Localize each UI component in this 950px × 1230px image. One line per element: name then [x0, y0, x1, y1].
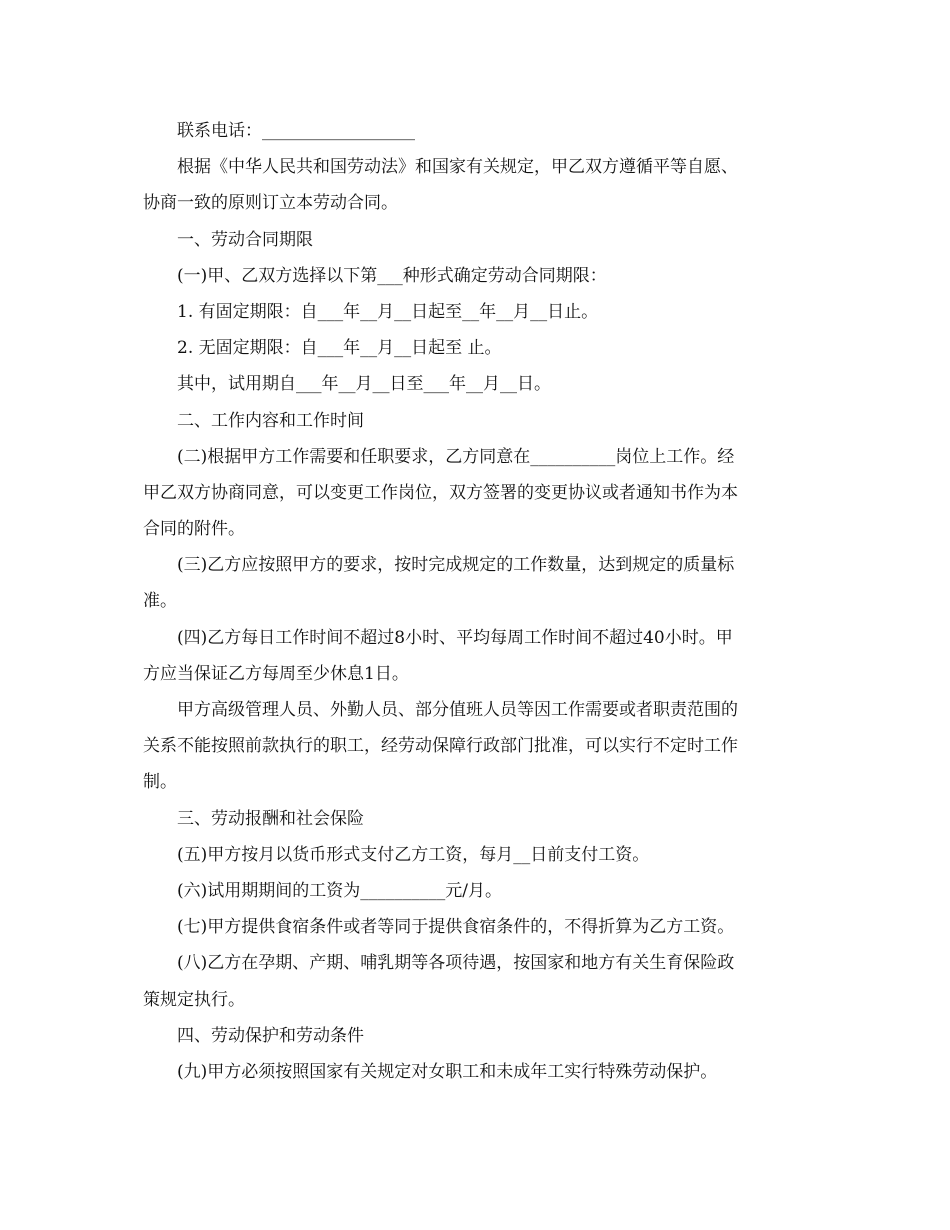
section-heading-4: 四、劳动保护和劳动条件: [177, 1025, 364, 1046]
clause-3-cont: 准。: [143, 591, 177, 612]
clause-4-cont: 方应当保证乙方每周至少休息1日。: [143, 663, 409, 684]
clause-7: (七)甲方提供食宿条件或者等同于提供食宿条件的，不得折算为乙方工资。: [177, 917, 735, 938]
clause-2: (二)根据甲方工作需要和任职要求，乙方同意在__________岗位上工作。经: [177, 446, 735, 467]
clause-8-cont: 策规定执行。: [143, 989, 245, 1010]
paragraph-line: 根据《中华人民共和国劳动法》和国家有关规定，甲乙双方遵循平等自愿、: [177, 157, 738, 178]
contract-body: [143, 113, 803, 1090]
probation-line: 其中，试用期自___年__月__日至___年__月__日。: [177, 374, 551, 395]
clause-8: (八)乙方在孕期、产期、哺乳期等各项待遇，按国家和地方有关生育保险政: [177, 953, 735, 974]
clause-1-option-1: 1. 有固定期限：自___年__月__日起至__年__月__日止。: [177, 301, 599, 322]
clause-2-cont: 合同的附件。: [143, 519, 245, 540]
paragraph-line: 制。: [143, 772, 177, 793]
clause-1: (一)甲、乙双方选择以下第___种形式确定劳动合同期限：: [177, 265, 607, 286]
section-heading-1: 一、劳动合同期限: [177, 229, 313, 250]
section-heading-2: 二、工作内容和工作时间: [177, 410, 364, 431]
clause-4: (四)乙方每日工作时间不超过8小时、平均每周工作时间不超过40小时。甲: [177, 627, 733, 648]
contact-phone-line: 联系电话：__________________: [177, 121, 415, 141]
clause-9: (九)甲方必须按照国家有关规定对女职工和未成年工实行特殊劳动保护。: [177, 1061, 718, 1082]
paragraph-line: 协商一致的原则订立本劳动合同。: [143, 193, 398, 214]
paragraph-line: 甲方高级管理人员、外勤人员、部分值班人员等因工作需要或者职责范围的: [177, 700, 738, 720]
clause-3: (三)乙方应按照甲方的要求，按时完成规定的工作数量，达到规定的质量标: [177, 555, 735, 576]
clause-5: (五)甲方按月以货币形式支付乙方工资，每月__日前支付工资。: [177, 844, 650, 865]
clause-6: (六)试用期期间的工资为__________元/月。: [177, 880, 502, 901]
section-heading-3: 三、劳动报酬和社会保险: [177, 808, 364, 829]
paragraph-line: 关系不能按照前款执行的职工，经劳动保障行政部门批准，可以实行不定时工作: [143, 736, 738, 757]
clause-1-option-2: 2. 无固定期限：自___年__月__日起至 止。: [177, 338, 502, 359]
clause-2-cont: 甲乙双方协商同意，可以变更工作岗位，双方签署的变更协议或者通知书作为本: [143, 482, 738, 503]
